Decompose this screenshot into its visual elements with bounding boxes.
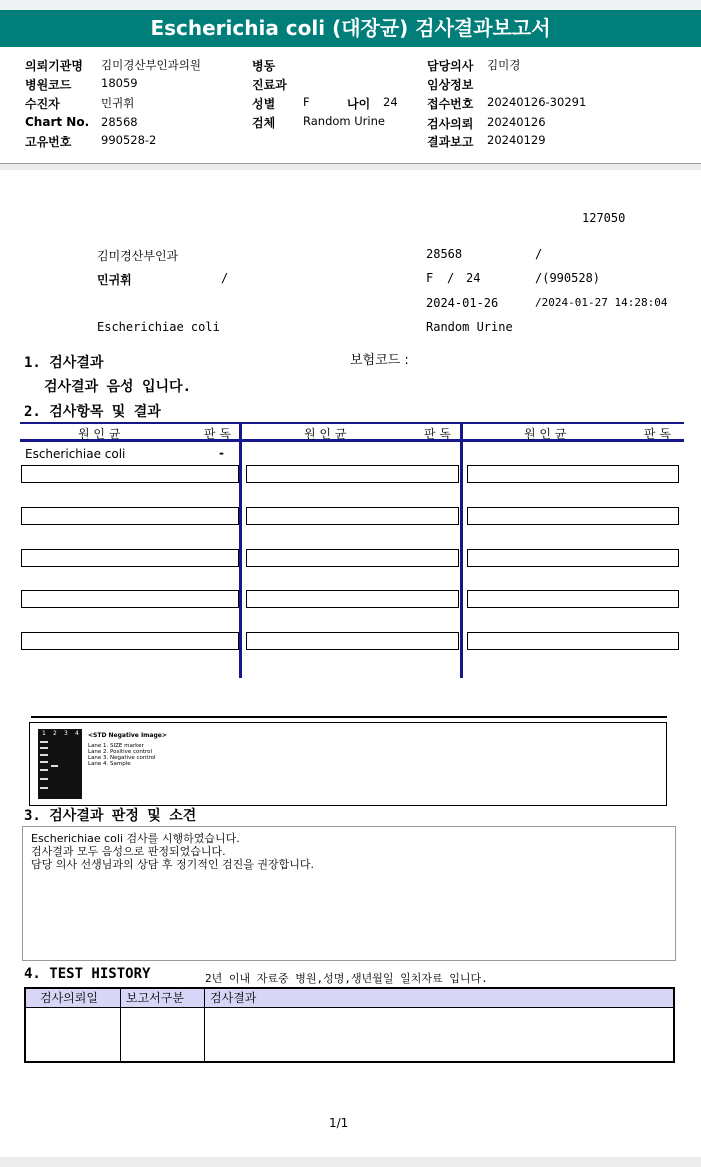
table-divider-1	[239, 424, 242, 678]
section2-title: 2. 검사항목 및 결과	[24, 404, 161, 420]
patient-code: 127050	[582, 211, 626, 225]
age-value: 24	[383, 95, 398, 109]
sex-value: F	[303, 95, 310, 109]
gel-band	[40, 747, 48, 749]
ward-label: 병동	[252, 59, 276, 73]
institution-value: 김미경산부인과의원	[101, 58, 201, 72]
gel-band	[40, 778, 48, 780]
chart-value: 28568	[101, 115, 138, 129]
gel-band	[40, 741, 48, 743]
patient-slash: /	[535, 247, 543, 261]
footer-band	[0, 1157, 701, 1167]
result-box	[467, 465, 679, 483]
lane-number: 3	[64, 730, 68, 737]
result-box	[21, 549, 239, 567]
gel-caption	[88, 733, 167, 767]
gel-band	[40, 754, 48, 756]
chart-label: Chart No.	[25, 115, 90, 129]
patient-test-name: Escherichiae coli	[97, 320, 220, 334]
result-box	[21, 507, 239, 525]
section4-title: 4. TEST HISTORY	[24, 966, 151, 982]
patient-name-slash: /	[221, 271, 229, 285]
result-box	[246, 549, 459, 567]
result-box	[246, 507, 459, 525]
gel-caption-line: Lane 1. SIZE marker	[88, 743, 144, 749]
result-box	[21, 590, 239, 608]
table-top-rule	[20, 422, 684, 424]
result-organism: Escherichiae coli	[25, 447, 126, 461]
patient-chart: 28568	[426, 247, 463, 261]
result-box	[467, 507, 679, 525]
section1-result: 검사결과 음성 입니다.	[44, 379, 192, 395]
patient-dob: /(990528)	[535, 271, 601, 285]
uid-label: 고유번호	[25, 135, 72, 149]
result-box	[246, 465, 459, 483]
report-title: Escherichia coli (대장균) 검사결과보고서	[0, 10, 701, 47]
gel-band	[40, 787, 48, 789]
col-judgement-3: 판 독	[644, 427, 671, 441]
result-box	[21, 632, 239, 650]
sex-label: 성별	[252, 97, 276, 111]
history-col-type: 보고서구분	[126, 991, 184, 1005]
gel-caption-line: Lane 2. Positive control	[88, 749, 153, 755]
result-box	[467, 590, 679, 608]
insurance-code-label: 보험코드 :	[350, 353, 409, 368]
patient-request-date: 2024-01-26	[426, 296, 499, 310]
gel-image	[38, 729, 82, 799]
patient-label: 수진자	[25, 97, 60, 111]
comment-line: 검사결과 모두 음성으로 판정되었습니다.	[31, 845, 226, 858]
result-box	[467, 549, 679, 567]
hospital-code-value: 18059	[101, 76, 138, 90]
gel-caption-line: Lane 3. Negative control	[88, 755, 156, 761]
table-divider-2	[460, 424, 463, 678]
institution-label: 의뢰기관명	[25, 59, 83, 73]
page-number: 1/1	[329, 1116, 349, 1130]
gel-band	[40, 769, 48, 771]
history-col-date: 검사의뢰일	[40, 991, 98, 1005]
section3-title: 3. 검사결과 판정 및 소견	[24, 808, 197, 824]
col-judgement-1: 판 독	[204, 427, 231, 441]
patient-sex-slash: /	[447, 271, 455, 285]
col-organism-3: 원 인 균	[524, 427, 567, 441]
comment-line: 담당 의사 선생님과의 상담 후 정기적인 검진을 권장합니다.	[31, 858, 314, 871]
gel-caption-title: <STD Negative Image>	[88, 732, 167, 739]
specimen-value: Random Urine	[303, 114, 385, 128]
hospital-code-label: 병원코드	[25, 78, 72, 92]
col-organism-2: 원 인 균	[304, 427, 347, 441]
history-header	[26, 989, 673, 1008]
specimen-label: 검체	[252, 116, 276, 130]
dept-label: 진료과	[252, 78, 287, 92]
lane-number: 4	[75, 730, 79, 737]
patient-institution: 김미경산부인과	[97, 249, 179, 263]
request-value: 20240126	[487, 115, 546, 129]
age-label: 나이	[347, 97, 371, 111]
result-judgement: -	[219, 446, 224, 460]
history-divider	[204, 989, 205, 1061]
result-box	[246, 632, 459, 650]
history-table	[24, 987, 675, 1063]
patient-specimen: Random Urine	[426, 320, 513, 334]
section1-title: 1. 검사결과	[24, 355, 104, 371]
patient-sex: F	[426, 271, 434, 285]
col-organism-1: 원 인 균	[78, 427, 121, 441]
clinical-label: 임상정보	[427, 78, 474, 92]
gel-band	[51, 765, 58, 767]
comment-box	[22, 826, 676, 961]
report-date-label: 결과보고	[427, 135, 474, 149]
receipt-label: 접수번호	[427, 97, 474, 111]
gel-band	[40, 761, 48, 763]
col-judgement-2: 판 독	[424, 427, 451, 441]
gel-image-box	[29, 722, 667, 806]
history-divider	[120, 989, 121, 1061]
result-box	[467, 632, 679, 650]
lane-number: 2	[53, 730, 57, 737]
patient-age: 24	[466, 271, 481, 285]
top-strip	[0, 0, 701, 10]
gel-caption-line: Lane 4. Sample	[88, 761, 131, 767]
image-top-rule	[31, 716, 667, 718]
uid-value: 990528-2	[101, 133, 157, 147]
patient-value: 민귀휘	[101, 96, 135, 110]
report-date-value: 20240129	[487, 133, 546, 147]
doctor-value: 김미경	[487, 58, 521, 72]
request-label: 검사의뢰	[427, 117, 474, 131]
result-box	[21, 465, 239, 483]
doctor-label: 담당의사	[427, 59, 474, 73]
lane-number: 1	[42, 730, 46, 737]
patient-name: 민귀휘	[97, 273, 132, 287]
header-band	[0, 164, 701, 170]
comment-line: Escherichiae coli 검사를 시행하였습니다.	[31, 832, 240, 845]
history-note: 2년 이내 자료중 병원,성명,생년월일 일치자료 입니다.	[205, 972, 488, 985]
patient-report-datetime: /2024-01-27 14:28:04	[535, 296, 668, 309]
result-box	[246, 590, 459, 608]
history-col-result: 검사결과	[210, 991, 257, 1005]
receipt-value: 20240126-30291	[487, 95, 587, 109]
